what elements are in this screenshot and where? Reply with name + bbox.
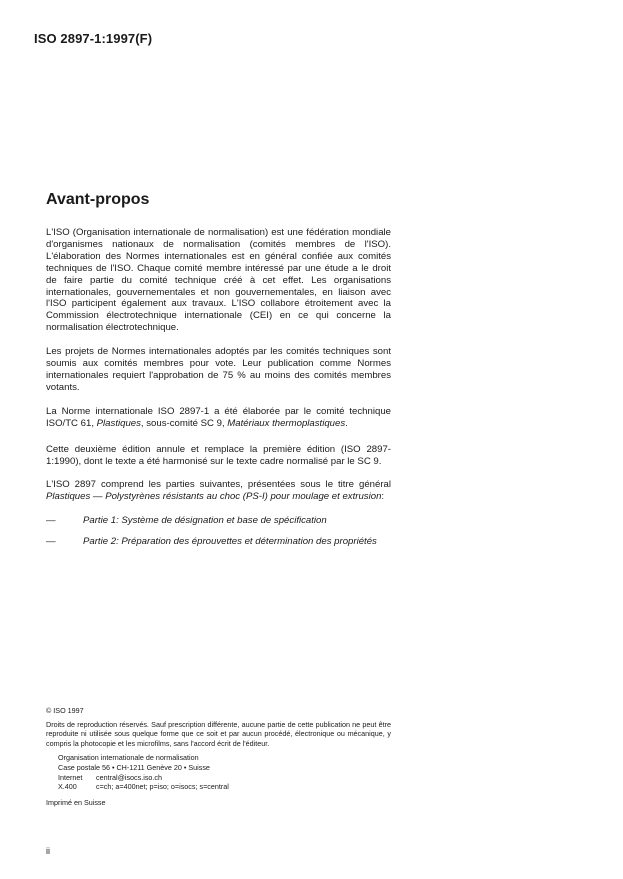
printed-in: Imprimé en Suisse xyxy=(46,797,106,807)
copyright-symbol-line: © ISO 1997 xyxy=(46,706,84,715)
foreword-body xyxy=(46,227,391,557)
parts-list xyxy=(46,515,391,548)
committee-text-c: , sous-comité SC 9, xyxy=(140,417,228,429)
paragraph-edition: Cette deuxième édition annule et remplace la première édition (ISO 2897-1:1990), dont le texte a été harmonisé sur le texte cadre normalisé par le SC 9. xyxy=(46,443,391,467)
list-item xyxy=(46,515,391,527)
publisher-address xyxy=(46,753,391,791)
paragraph-iso-intro: L'ISO (Organisation internationale de normalisation) est une fédération mondiale d'organismes nationaux de normalisation (comités membres de l'ISO). L'élaboration des Normes internationales est en général confiée aux comités techniques de l'ISO. Chaque comité membre intéressé par une étude a le droit de faire partie du comité technique créé à cet effet. Les organisations internationales, gouvernementales et non gouvernementales, en liaison avec l'ISO participent également aux travaux. L'ISO collabore étroitement avec la Commission électrotechnique internationale (CEI) en ce qui concerne la normalisation électrotechnique. xyxy=(46,227,391,334)
committee-plastiques: Plastiques xyxy=(96,417,141,429)
parts-text-c: : xyxy=(381,491,385,503)
internet-label: Internet xyxy=(58,772,83,782)
address-internet-row xyxy=(58,773,391,783)
committee-materials: Matériaux thermoplastiques xyxy=(227,417,346,429)
parts-general-title: Plastiques — Polystyrènes résistants au choc (PS-I) pour moulage et extrusion xyxy=(46,491,382,503)
x400-label: X.400 xyxy=(58,782,77,792)
address-postal: Case postale 56 • CH-1211 Genève 20 • Suisse xyxy=(58,762,210,772)
paragraph-voting: Les projets de Normes internationales adoptés par les comités techniques sont soumis aux comités membres pour vote. Leur publication comme Normes internationales requiert l'approbation de 75 % au moins des comités membres votants. xyxy=(46,346,391,393)
dash-bullet: — xyxy=(46,536,56,548)
list-item xyxy=(46,536,391,548)
x400-value: c=ch; a=400net; p=iso; o=isocs; s=central xyxy=(96,782,229,792)
list-item-text: Partie 2: Préparation des éprouvettes et détermination des propriétés xyxy=(83,536,377,548)
document-id-header: ISO 2897-1:1997(F) xyxy=(34,31,153,46)
copyright-block xyxy=(46,706,391,807)
address-org: Organisation internationale de normalisation xyxy=(58,753,199,763)
paragraph-committee xyxy=(46,406,391,430)
address-x400-row xyxy=(58,782,391,792)
copyright-rights: Droits de reproduction réservés. Sauf prescription différente, aucune partie de cette publication ne peut être reproduite ni utilisée sous quelque forme que ce soit et par aucun procédé, électronique ou mécanique, y compris la photocopie et les microfilms, sans l'accord écrit de l'éditeur. xyxy=(46,719,391,748)
section-title: Avant-propos xyxy=(46,191,150,208)
paragraph-parts xyxy=(46,479,391,503)
committee-text-a: La Norme internationale ISO 2897-1 a été élaborée par le comité technique ISO/TC 61, xyxy=(46,405,391,429)
internet-value: central@isocs.iso.ch xyxy=(96,772,163,782)
committee-text-e: . xyxy=(345,417,348,429)
parts-text-a: L'ISO 2897 comprend les parties suivantes, présentées sous le titre général xyxy=(46,479,391,491)
dash-bullet: — xyxy=(46,515,56,527)
list-item-text: Partie 1: Système de désignation et base de spécification xyxy=(83,515,327,527)
page-number: ii xyxy=(46,846,50,856)
